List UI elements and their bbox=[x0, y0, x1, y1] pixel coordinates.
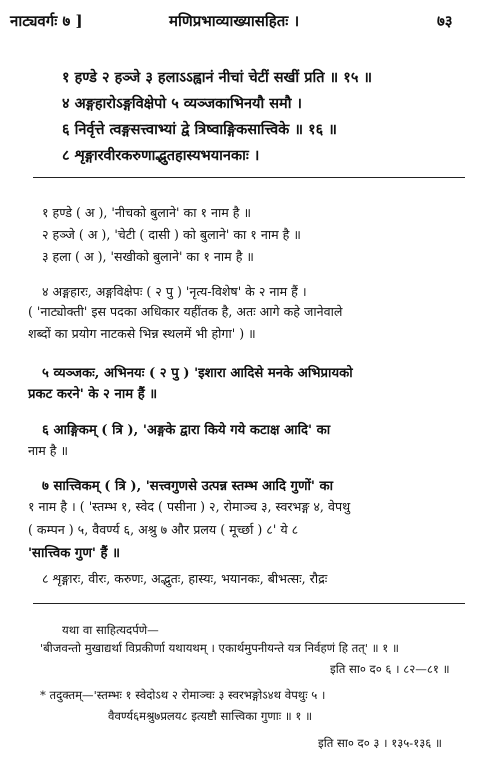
footnote-line: इति सा० द० ६ । ८२—८१ ॥ bbox=[330, 662, 450, 676]
footnote-line: यथा वा साहित्यदर्पणे— bbox=[62, 623, 159, 637]
commentary-line: ४ अङ्गहारः, अङ्गविक्षेपः ( २ पु ) 'नृत्य-विशेष' के २ नाम हैं । bbox=[42, 284, 307, 299]
commentary-line: नाम है ॥ bbox=[28, 443, 69, 458]
commentary-line: ७ सात्त्विकम् ( त्रि ), 'सत्त्वगुणसे उत्पन्न स्तम्भ आदि गुणों' का bbox=[42, 479, 334, 494]
verse-line: १ हण्डे २ हञ्जे ३ हलाऽऽह्वानं नीचां चेटीं सखीं प्रति ॥ १५ ॥ bbox=[62, 69, 373, 86]
commentary-line: प्रकट करने' के २ नाम हैं ॥ bbox=[28, 387, 158, 402]
commentary-line: ( कम्पन ) ५, वैवर्ण्य ६, अश्रु ७ और प्रलय ( मूर्च्छा ) ८' ये ८ bbox=[28, 522, 299, 537]
commentary-line: ८ शृङ्गारः, वीरः, करुणः, अद्भुतः, हास्यः, भयानकः, बीभत्सः, रौद्रः bbox=[42, 571, 328, 586]
commentary-line: ( 'नाट्योक्ती' इस पदका अधिकार यहींतक है, अतः आगे कहे जानेवाले bbox=[28, 304, 343, 319]
verse-line: ८ शृङ्गारवीरकरुणाद्भुतहास्यभयानकाः । bbox=[62, 147, 260, 164]
section-divider bbox=[33, 177, 465, 178]
commentary-line: ६ आङ्गिकम् ( त्रि ), 'अङ्गके द्वारा किये गये कटाक्ष आदि' का bbox=[42, 423, 331, 438]
commentary-line: 'सात्त्विक गुण' हैं ॥ bbox=[28, 546, 121, 561]
footnote-line: * तदुक्तम्—'स्तम्भः १ स्वेदोऽथ २ रोमाञ्चः ३ स्वरभङ्गोऽ४थ वेपथुः ५ । bbox=[40, 688, 326, 702]
commentary-line: २ हञ्जे ( अ ), 'चेटी ( दासी ) को बुलाने' का १ नाम है ॥ bbox=[42, 227, 301, 242]
commentary-line: शब्दों का प्रयोग नाटकसे भिन्न स्थलमें भी होगा' ) ॥ bbox=[28, 326, 256, 341]
footnote-line: वैवर्ण्य६मश्रु७प्रलय८ इत्यष्टौ सात्त्विका गुणाः ॥ १ ॥ bbox=[108, 709, 313, 723]
commentary-line: १ हण्डे ( अ ), 'नीचको बुलाने' का १ नाम है ॥ bbox=[42, 205, 252, 220]
verse-line: ६ निर्वृत्ते त्वङ्गसत्त्वाभ्यां द्वे त्रिष्वाङ्गिकसात्त्विके ॥ १६ ॥ bbox=[62, 121, 337, 138]
commentary-line: ३ हला ( अ ), 'सखीको बुलाने' का १ नाम है ॥ bbox=[42, 249, 254, 264]
page-number: ७३ bbox=[437, 12, 453, 30]
running-head-title: मणिप्रभाव्याख्यासहितः । bbox=[169, 12, 300, 30]
footnote-divider bbox=[33, 603, 465, 604]
verse-line: ४ अङ्गहारोऽङ्गविक्षेपो ५ व्यञ्जकाभिनयौ समौ । bbox=[62, 95, 303, 112]
commentary-line: १ नाम है । ( 'स्तम्भ १, स्वेद ( पसीना ) २, रोमाञ्च ३, स्वरभङ्ग ४, वेपथु bbox=[28, 499, 351, 514]
running-head-left: नाट्यवर्गः ७ ] bbox=[10, 12, 83, 30]
footnote-line: इति सा० द० ३ । १३५-१३६ ॥ bbox=[318, 736, 442, 750]
commentary-line: ५ व्यञ्जकः, अभिनयः ( २ पु ) 'इशारा आदिसे मनके अभिप्रायको bbox=[42, 366, 353, 381]
footnote-line: 'बीजवन्तो मुखाद्यर्था विप्रकीर्णा यथायथम् । एकार्थमुपनीयन्ते यत्र निर्वहणं हि तत्' ॥ १ ॥ bbox=[40, 641, 399, 655]
